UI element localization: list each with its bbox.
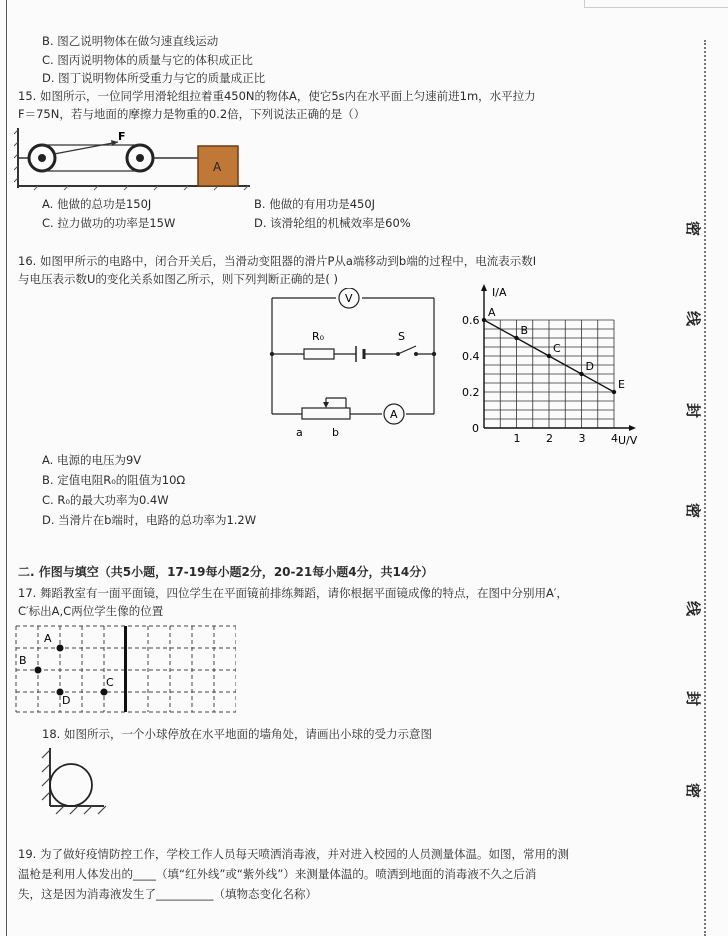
x-tick-label: 1 [513, 432, 521, 445]
data-point [579, 372, 583, 376]
binding-label: 封 [684, 402, 703, 419]
q18-line1: 18. 如图所示，一个小球停放在水平地面的墙角处，请画出小球的受力示意图 [42, 727, 432, 741]
switch-label: S [398, 330, 405, 343]
q17-line1: 17. 舞蹈教室有一面平面镜，四位学生在平面镜前排练舞蹈，请你根据平面镜成像的特点，在图中分别用A′， [18, 586, 568, 600]
student-label-b: B [19, 654, 27, 667]
student-dot-c [101, 689, 108, 696]
q14-option-c: C. 图丙说明物体的质量与它的体积成正比 [42, 53, 253, 67]
q16-option-c: C. R₀的最大功率为0.4W [42, 493, 169, 507]
student-label-d: D [62, 694, 71, 707]
y-tick-label: 0.4 [462, 350, 480, 363]
q15-stem-line1: 15. 如图所示，一位同学用滑轮组拉着重450N的物体A，使它5s内在水平面上匀速前进1m，水平拉力 [18, 89, 536, 103]
data-point [482, 318, 486, 322]
data-point [612, 390, 616, 394]
binding-label: 线 [684, 600, 703, 617]
q19-line1: 19. 为了做好疫情防控工作，学校工作人员每天喷洒消毒液，并对进入校园的人员测量体温。如图，常用的测 [18, 847, 569, 861]
y-tick-label: 0.6 [462, 314, 480, 327]
q17-line2: C′标出A,C两位学生像的位置 [18, 604, 164, 618]
rheostat [302, 408, 350, 419]
chart-series [482, 306, 625, 394]
student-dot-a [57, 645, 64, 652]
student-label-c: C [106, 676, 114, 689]
top-edge-box [584, 0, 728, 8]
plane-mirror [124, 626, 127, 712]
binding-label: 密 [684, 502, 703, 519]
rheostat-end-b: b [332, 426, 339, 439]
q19-line3: 失，这是因为消毒液发生了__________（填物态变化名称） [18, 887, 317, 901]
rheostat-slider [323, 402, 329, 408]
chart-grid [484, 320, 614, 428]
q16-option-b: B. 定值电阻R₀的阻值为10Ω [42, 473, 186, 487]
q15-pulley-figure [14, 124, 254, 196]
chart-axes [481, 284, 636, 431]
data-point-label: C [553, 342, 561, 355]
force-label: F [118, 130, 126, 143]
data-point [547, 354, 551, 358]
voltmeter-label: V [345, 292, 353, 305]
origin-label: 0 [472, 422, 479, 435]
binding-dashed-line [704, 40, 706, 936]
binding-label: 封 [684, 690, 703, 707]
q16-circuit-diagram [262, 288, 452, 440]
binding-label: 密 [684, 782, 703, 799]
q15-option-c: C. 拉力做功的功率是15W [42, 216, 176, 230]
rheostat-end-a: a [296, 426, 303, 439]
resistor-label: R₀ [312, 330, 325, 343]
q16-option-d: D. 当滑片在b端时，电路的总功率为1.2W [42, 513, 257, 527]
x-axis-arrow [629, 425, 636, 431]
q17-mirror-grid [14, 624, 236, 714]
q16-stem-line2: 与电压表示数U的变化关系如图乙所示，则下列判断正确的是( ) [18, 272, 339, 286]
x-tick-label: 4 [611, 432, 618, 445]
data-point-label: E [618, 378, 625, 391]
data-point [514, 336, 518, 340]
x-axis-label: U/V [618, 434, 638, 447]
q18-ball-corner-figure [38, 744, 108, 816]
q16-stem-line1: 16. 如图甲所示的电路中，闭合开关后，当滑动变阻器的滑片P从a端移动到b端的过程中，电流表示数I [18, 254, 537, 268]
pull-rope [54, 142, 118, 154]
q15-stem-line2: F＝75N，若与地面的摩擦力是物重的0.2倍，下列说法正确的是（） [18, 107, 366, 121]
student-dot-b [35, 667, 42, 674]
q14-option-d: D. 图丁说明物体所受重力与它的质量成正比 [42, 71, 266, 85]
y-axis-label: I/A [492, 286, 507, 299]
chart-ticks [462, 314, 618, 445]
left-margin-rule [6, 0, 7, 936]
ball [50, 764, 92, 806]
block-label: A [213, 160, 222, 174]
q19-line2: 温枪是利用人体发出的____（填“红外线”或“紫外线”）来测量体温的。喷洒到地面的消毒液不久之后消 [18, 867, 537, 881]
q15-option-a: A. 他做的总功是150J [42, 197, 152, 211]
y-axis-arrow [481, 284, 487, 291]
section-heading: 二. 作图与填空（共5小题，17-19每小题2分，20-21每小题4分，共14分） [18, 565, 434, 579]
ammeter-label: A [390, 408, 398, 421]
y-tick-label: 0.2 [462, 386, 480, 399]
binding-label: 线 [684, 310, 703, 327]
x-tick-label: 3 [578, 432, 586, 445]
q16-option-a: A. 电源的电压为9V [42, 453, 142, 467]
data-point-label: B [520, 324, 529, 337]
q15-option-b: B. 他做的有用功是450J [254, 197, 376, 211]
x-tick-label: 2 [546, 432, 553, 445]
q15-option-d: D. 该滑轮组的机械效率是60% [254, 216, 411, 230]
data-point-label: A [488, 306, 496, 319]
resistor-r0 [304, 349, 334, 359]
student-label-a: A [44, 632, 52, 645]
q16-iu-graph [460, 284, 670, 454]
binding-label: 密 [684, 220, 703, 237]
data-point-label: D [585, 360, 594, 373]
q14-option-b: B. 图乙说明物体在做匀速直线运动 [42, 34, 219, 48]
